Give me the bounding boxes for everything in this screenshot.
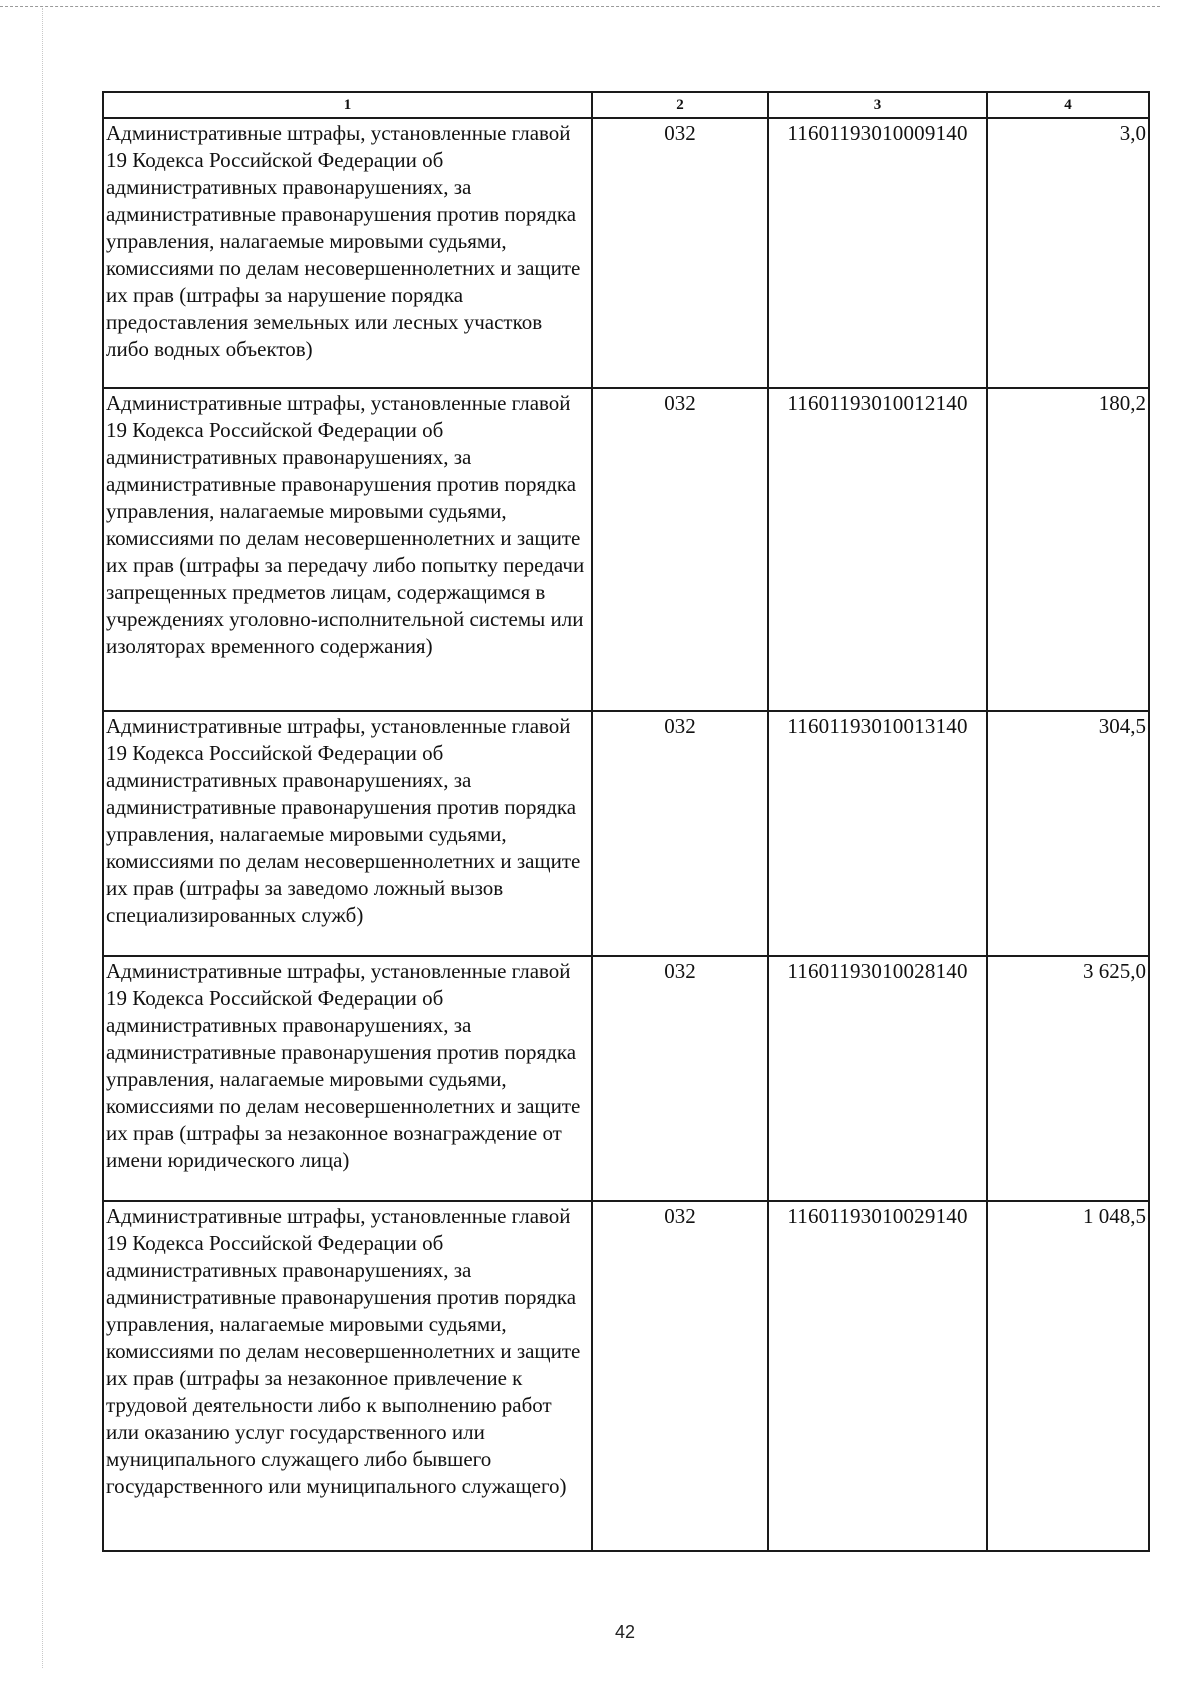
header-col-1: 1 [103,92,592,118]
table-row [103,118,1149,388]
row-kbk-code: 11601193010009140 [768,118,987,388]
row-admin-code: 032 [592,118,768,388]
scan-edge-line [0,6,1160,7]
row-kbk-code: 11601193010013140 [768,711,987,956]
row-description: Административные штрафы, установленные главой 19 Кодекса Российской Федерации об административных правонарушениях, за административные правонарушения против порядка управления, налагаемые мировыми судьями, комиссиями по делам несовершеннолетних и защите их прав (штрафы за заведомо ложный вызов специализированных служб) [103,711,592,956]
table-row [103,956,1149,1201]
row-admin-code: 032 [592,956,768,1201]
row-amount: 3,0 [987,118,1149,388]
table-row [103,1201,1149,1551]
row-description: Административные штрафы, установленные главой 19 Кодекса Российской Федерации об административных правонарушениях, за административные правонарушения против порядка управления, налагаемые мировыми судьями, комиссиями по делам несовершеннолетних и защите их прав (штрафы за передачу либо попытку передачи запрещенных предметов лицам, содержащимся в учреждениях уголовно-исполнительной системы или изоляторах временного содержания) [103,388,592,711]
budget-revenue-table [102,91,1150,1552]
header-col-4: 4 [987,92,1149,118]
row-kbk-code: 11601193010029140 [768,1201,987,1551]
row-amount: 1 048,5 [987,1201,1149,1551]
row-admin-code: 032 [592,1201,768,1551]
row-amount: 304,5 [987,711,1149,956]
header-col-3: 3 [768,92,987,118]
header-row [103,92,1149,118]
table-row [103,711,1149,956]
page-number: 42 [614,1622,636,1642]
row-description: Административные штрафы, установленные главой 19 Кодекса Российской Федерации об административных правонарушениях, за административные правонарушения против порядка управления, налагаемые мировыми судьями, комиссиями по делам несовершеннолетних и защите их прав (штрафы за незаконное вознаграждение от имени юридического лица) [103,956,592,1201]
row-admin-code: 032 [592,711,768,956]
row-description: Административные штрафы, установленные главой 19 Кодекса Российской Федерации об административных правонарушениях, за административные правонарушения против порядка управления, налагаемые мировыми судьями, комиссиями по делам несовершеннолетних и защите их прав (штрафы за незаконное привлечение к трудовой деятельности либо к выполнению работ или оказанию услуг государственного или муниципального служащего либо бывшего государственного или муниципального служащего) [103,1201,592,1551]
row-amount: 3 625,0 [987,956,1149,1201]
table-row [103,388,1149,711]
row-amount: 180,2 [987,388,1149,711]
header-col-2: 2 [592,92,768,118]
row-kbk-code: 11601193010028140 [768,956,987,1201]
row-kbk-code: 11601193010012140 [768,388,987,711]
row-admin-code: 032 [592,388,768,711]
scan-margin-line [42,8,43,1668]
row-description: Административные штрафы, установленные главой 19 Кодекса Российской Федерации об административных правонарушениях, за административные правонарушения против порядка управления, налагаемые мировыми судьями, комиссиями по делам несовершеннолетних и защите их прав (штрафы за нарушение порядка предоставления земельных или лесных участков либо водных объектов) [103,118,592,388]
